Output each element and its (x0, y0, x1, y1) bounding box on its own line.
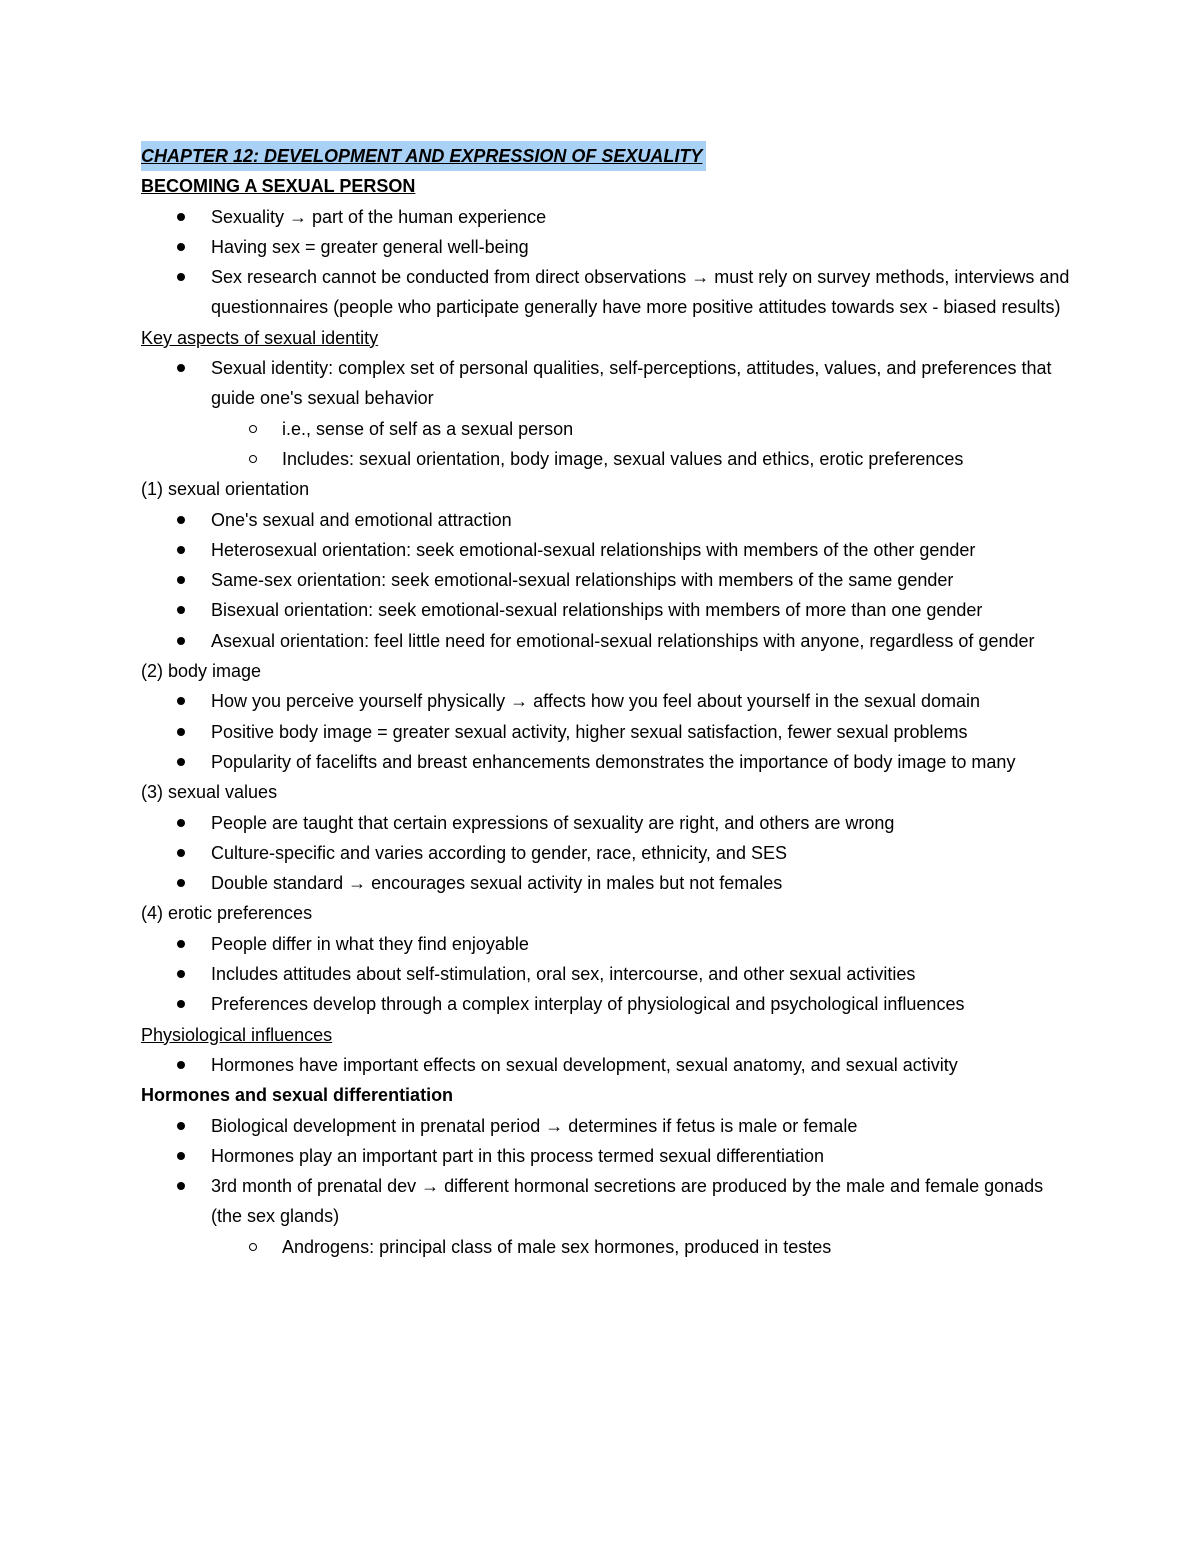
bullet-icon (177, 606, 185, 614)
list-item: Asexual orientation: feel little need for emotional-sexual relationships with anyone, regardless of gender (141, 626, 1071, 656)
bullet-icon (177, 273, 185, 281)
bullet-icon (177, 1061, 185, 1069)
bullet-icon (177, 1122, 185, 1130)
chapter-title-line (141, 141, 1071, 171)
chapter-title: CHAPTER 12: DEVELOPMENT AND EXPRESSION OF SEXUALITY (141, 141, 706, 171)
list-item: Positive body image = greater sexual activity, higher sexual satisfaction, fewer sexual problems (141, 717, 1071, 747)
bullet-icon (177, 819, 185, 827)
list-item: Heterosexual orientation: seek emotional-sexual relationships with members of the other gender (141, 535, 1071, 565)
list-item: Same-sex orientation: seek emotional-sexual relationships with members of the same gender (141, 565, 1071, 595)
sub-bullet-list (141, 1232, 1071, 1262)
topic-heading: (3) sexual values (141, 782, 278, 803)
list-item: How you perceive yourself physically → affects how you feel about yourself in the sexual domain (141, 686, 1071, 716)
bullet-list (141, 202, 1071, 323)
section-heading: BECOMING A SEXUAL PERSON (141, 176, 416, 197)
bullet-icon (177, 576, 185, 584)
bullet-icon (177, 1000, 185, 1008)
topic-heading: (1) sexual orientation (141, 479, 310, 500)
bullet-icon (177, 364, 185, 372)
bullet-icon (177, 970, 185, 978)
sub-list-item: i.e., sense of self as a sexual person (141, 414, 1071, 444)
bullet-icon (177, 516, 185, 524)
list-item: Bisexual orientation: seek emotional-sexual relationships with members of more than one gender (141, 595, 1071, 625)
bullet-icon (177, 697, 185, 705)
list-item: Sexual identity: complex set of personal qualities, self-perceptions, attitudes, values, and preferences that guide one's sexual behavior (141, 353, 1071, 414)
bullet-icon (177, 940, 185, 948)
bullet-icon (177, 728, 185, 736)
bullet-list (141, 686, 1071, 777)
list-item: Biological development in prenatal period → determines if fetus is male or female (141, 1111, 1071, 1141)
bullet-list (141, 808, 1071, 899)
list-item: People differ in what they find enjoyable (141, 929, 1071, 959)
list-item: People are taught that certain expressions of sexuality are right, and others are wrong (141, 808, 1071, 838)
list-item: Hormones play an important part in this process termed sexual differentiation (141, 1141, 1071, 1171)
list-item: Sex research cannot be conducted from direct observations → must rely on survey methods, interviews and questionnaires (people who participate generally have more positive attitudes towards sex - biased results) (141, 262, 1071, 323)
sub-list-item: Androgens: principal class of male sex hormones, produced in testes (141, 1232, 1071, 1262)
circle-bullet-icon (249, 455, 257, 463)
list-item: Sexuality → part of the human experience (141, 202, 1071, 232)
bullet-icon (177, 1182, 185, 1190)
topic-heading: (4) erotic preferences (141, 903, 313, 924)
topic-heading: (2) body image (141, 661, 262, 682)
list-item: One's sexual and emotional attraction (141, 505, 1071, 535)
list-item: Having sex = greater general well-being (141, 232, 1071, 262)
sub-bullet-list (141, 414, 1071, 475)
document-body (141, 141, 1071, 1262)
bullet-list (141, 929, 1071, 1020)
list-item: Double standard → encourages sexual activity in males but not females (141, 868, 1071, 898)
list-item: Popularity of facelifts and breast enhancements demonstrates the importance of body image to many (141, 747, 1071, 777)
bullet-list (141, 505, 1071, 656)
list-item: Preferences develop through a complex interplay of physiological and psychological influences (141, 989, 1071, 1019)
bullet-icon (177, 213, 185, 221)
list-item: 3rd month of prenatal dev → different hormonal secretions are produced by the male and female gonads (the sex glands) (141, 1171, 1071, 1232)
bold-heading: Hormones and sexual differentiation (141, 1085, 454, 1106)
bullet-icon (177, 879, 185, 887)
bullet-icon (177, 849, 185, 857)
bullet-icon (177, 546, 185, 554)
list-item: Hormones have important effects on sexual development, sexual anatomy, and sexual activity (141, 1050, 1071, 1080)
bullet-icon (177, 637, 185, 645)
bullet-list (141, 353, 1071, 414)
list-item: Includes attitudes about self-stimulation, oral sex, intercourse, and other sexual activities (141, 959, 1071, 989)
bullet-icon (177, 243, 185, 251)
circle-bullet-icon (249, 425, 257, 433)
bullet-icon (177, 758, 185, 766)
sub-list-item: Includes: sexual orientation, body image, sexual values and ethics, erotic preferences (141, 444, 1071, 474)
subsection-heading: Physiological influences (141, 1024, 333, 1045)
bullet-list (141, 1050, 1071, 1080)
bullet-icon (177, 1152, 185, 1160)
subsection-heading: Key aspects of sexual identity (141, 327, 379, 348)
circle-bullet-icon (249, 1243, 257, 1251)
list-item: Culture-specific and varies according to gender, race, ethnicity, and SES (141, 838, 1071, 868)
bullet-list (141, 1111, 1071, 1232)
